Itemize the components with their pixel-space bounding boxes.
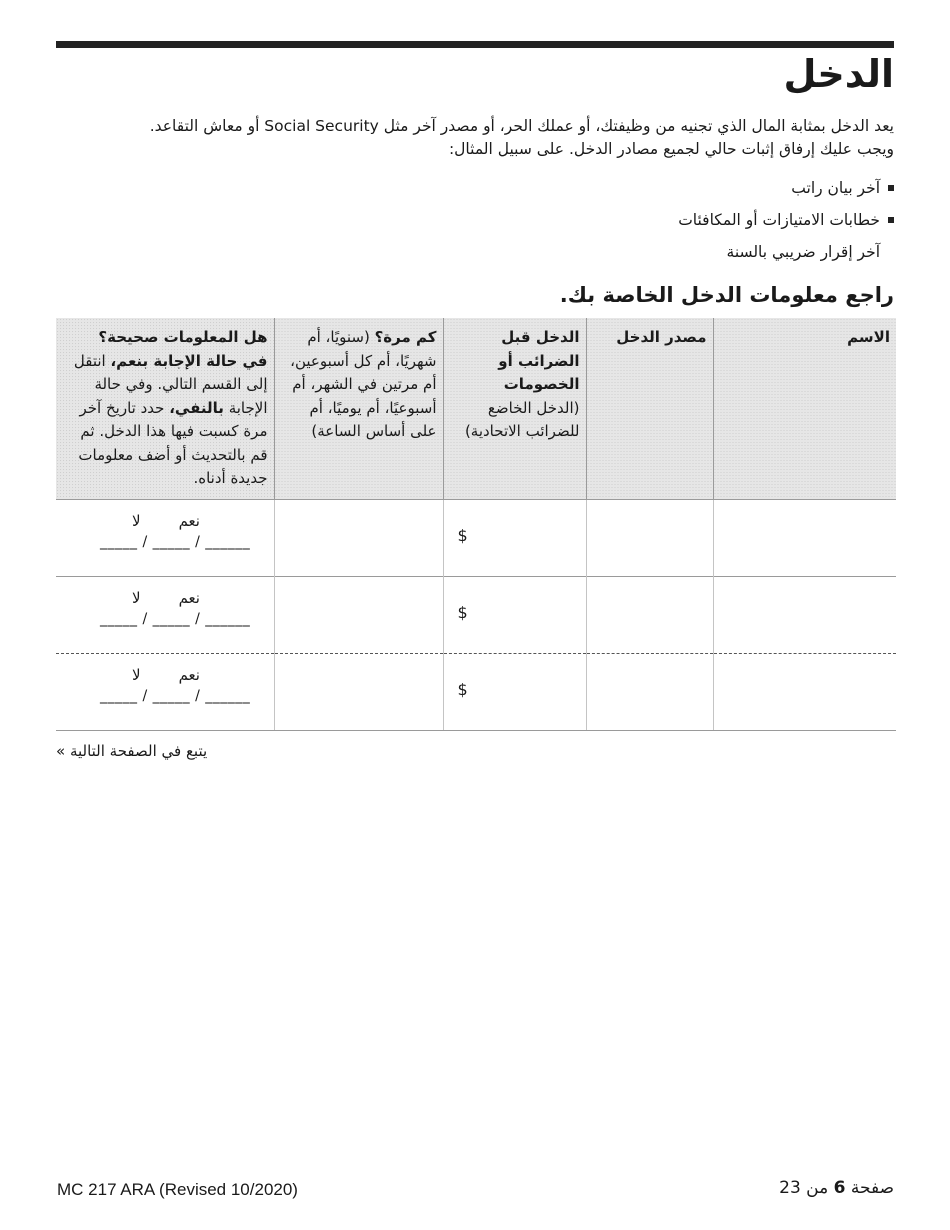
table-row (56, 499, 896, 576)
source-cell[interactable] (586, 576, 713, 653)
continued-note: يتبع في الصفحة التالية » (56, 742, 208, 760)
income-cell[interactable] (443, 653, 586, 730)
table-row (56, 576, 896, 653)
date-field[interactable]: _____ / _____ / ______ (100, 687, 251, 704)
date-field[interactable]: _____ / _____ / ______ (100, 533, 251, 550)
list-item: آخر إقرار ضريبي بالسنة (726, 243, 880, 261)
dollar-sign: $ (457, 525, 468, 545)
header-frequency: كم مرة؟ (سنويًا، أم شهريًا، أم كل أسبوعين، أم مرتين في الشهر، أم أسبوعيًا، أم يوميًا، أم على أساس الساعة) (274, 318, 443, 499)
correct-cell (56, 653, 274, 730)
name-cell[interactable] (713, 499, 896, 576)
header-income-source: مصدر الدخل (586, 318, 713, 499)
no-option[interactable]: لا (132, 588, 141, 607)
list-item: خطابات الامتيازات أو المكافئات (678, 204, 894, 236)
table-header-row (56, 318, 896, 499)
correct-cell (56, 576, 274, 653)
header-info-correct: هل المعلومات صحيحة؟ في حالة الإجابة بنعم، انتقل إلى القسم التالي. وفي حالة الإجابة بالنفي، حدد تاريخ آخر مرة كسبت فيها هذا الدخل. ثم قم بالتحديث أو أضف معلومات جديدة أدناه. (56, 318, 274, 499)
name-cell[interactable] (713, 653, 896, 730)
correct-cell (56, 499, 274, 576)
dollar-sign: $ (457, 679, 468, 699)
income-table (56, 318, 896, 731)
frequency-cell[interactable] (274, 653, 443, 730)
bullet-square-icon (888, 217, 894, 223)
yes-option[interactable]: نعم (178, 588, 200, 607)
bullet-square-icon (888, 185, 894, 191)
source-cell[interactable] (586, 653, 713, 730)
list-item: آخر بيان راتب (678, 172, 894, 204)
table-row (56, 653, 896, 730)
intro-line-1: يعد الدخل بمثابة المال الذي تجنيه من وظيفتك، أو عملك الحر، أو مصدر آخر مثل Social Security أو معاش التقاعد. (149, 117, 894, 135)
proof-list (678, 172, 894, 268)
no-option[interactable]: لا (132, 511, 141, 530)
source-cell[interactable] (586, 499, 713, 576)
page-number: صفحة 6 من 23 (779, 1178, 894, 1198)
page-title: الدخل (783, 52, 894, 96)
income-cell[interactable] (443, 576, 586, 653)
name-cell[interactable] (713, 576, 896, 653)
date-field[interactable]: _____ / _____ / ______ (100, 610, 251, 627)
dollar-sign: $ (457, 602, 468, 622)
form-id: MC 217 ARA (Revised 10/2020) (57, 1180, 298, 1199)
income-cell[interactable] (443, 499, 586, 576)
top-rule (56, 41, 894, 48)
yes-option[interactable]: نعم (178, 665, 200, 684)
header-name: الاسم (713, 318, 896, 499)
section-heading: راجع معلومات الدخل الخاصة بك. (559, 283, 894, 307)
intro-text (56, 115, 894, 161)
header-income-before-tax: الدخل قبل الضرائب أو الخصومات (الدخل الخاضع للضرائب الاتحادية) (443, 318, 586, 499)
frequency-cell[interactable] (274, 576, 443, 653)
yes-option[interactable]: نعم (178, 511, 200, 530)
frequency-cell[interactable] (274, 499, 443, 576)
no-option[interactable]: لا (132, 665, 141, 684)
intro-line-2: ويجب عليك إرفاق إثبات حالي لجميع مصادر الدخل. على سبيل المثال: (448, 140, 894, 158)
